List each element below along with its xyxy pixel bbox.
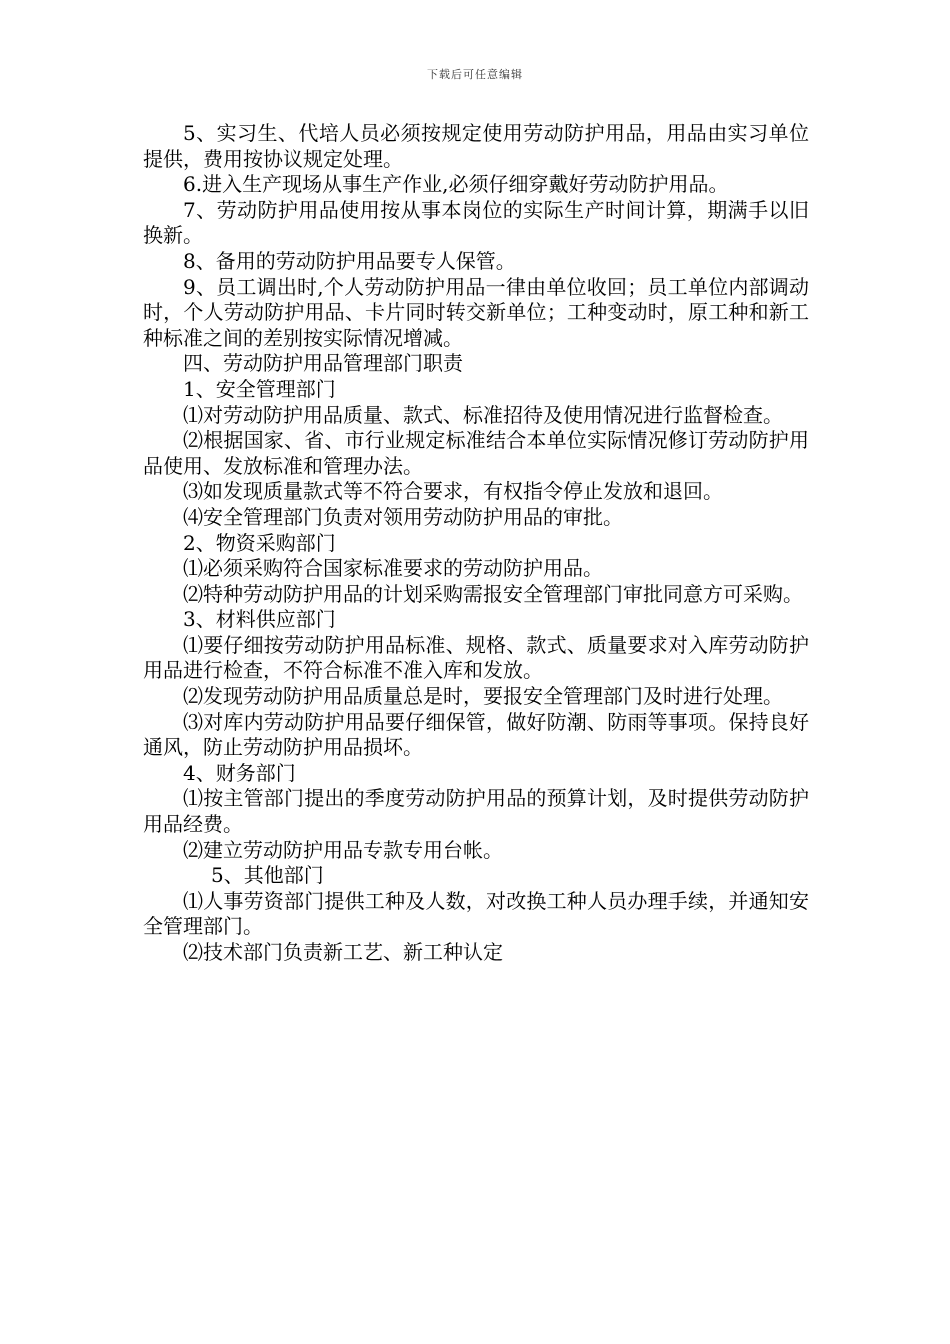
other-item-2: ⑵技术部门负责新工艺、新工种认定 bbox=[183, 940, 503, 964]
safety-dept-item-1: ⑴对劳动防护用品质量、款式、标准招待及使用情况进行监督检查。 bbox=[183, 402, 783, 427]
procurement-item-1: ⑴必须采购符合国家标准要求的劳动防护用品。 bbox=[183, 556, 603, 581]
safety-dept-item-3: ⑶如发现质量款式等不符合要求，有权指令停止发放和退回。 bbox=[183, 479, 723, 504]
subsection-finance-dept: 4、财务部门 bbox=[183, 760, 296, 785]
other-item-1: ⑴人事劳资部门提供工种及人数，对改换工种人员办理手续，并通知安全管理部门。 bbox=[143, 888, 809, 939]
subsection-procurement-dept: 2、物资采购部门 bbox=[183, 530, 336, 555]
subsection-supply-dept: 3、材料供应部门 bbox=[183, 607, 336, 632]
paragraph-item-5: 5、实习生、代培人员必须按规定使用劳动防护用品，用品由实习单位提供，费用按协议规定处理。 bbox=[143, 121, 809, 171]
paragraph-item-6: 6.进入生产现场从事生产作业,必须仔细穿戴好劳动防护用品。 bbox=[183, 172, 729, 197]
paragraph-item-8: 8、备用的劳动防护用品要专人保管。 bbox=[183, 248, 516, 273]
finance-item-2: ⑵建立劳动防护用品专款专用台帐。 bbox=[183, 837, 503, 862]
finance-item-1: ⑴按主管部门提出的季度劳动防护用品的预算计划，及时提供劳动防护用品经费。 bbox=[143, 786, 809, 837]
supply-item-3: ⑶对库内劳动防护用品要仔细保管，做好防潮、防雨等事项。保持良好通风，防止劳动防护用品损坏。 bbox=[143, 709, 809, 760]
paragraph-item-9: 9、员工调出时,个人劳动防护用品一律由单位收回；员工单位内部调动时，个人劳动防护用品、卡片同时转交新单位；工种变动时，原工种和新工种标准之间的差别按实际情况增减。 bbox=[143, 274, 809, 350]
safety-dept-item-2: ⑵根据国家、省、市行业规定标准结合本单位实际情况修订劳动防护用品使用、发放标准和管理办法。 bbox=[143, 428, 809, 478]
supply-item-1: ⑴要仔细按劳动防护用品标准、规格、款式、质量要求对入库劳动防护用品进行检查，不符合标准不准入库和发放。 bbox=[143, 632, 809, 683]
procurement-item-2: ⑵特种劳动防护用品的计划采购需报安全管理部门审批同意方可采购。 bbox=[183, 581, 803, 606]
section-heading-duties: 四、劳动防护用品管理部门职责 bbox=[183, 351, 463, 376]
subsection-safety-dept: 1、安全管理部门 bbox=[183, 376, 336, 401]
safety-dept-item-4: ⑷安全管理部门负责对领用劳动防护用品的审批。 bbox=[183, 504, 623, 529]
page-header-note: 下载后可任意编辑 bbox=[427, 68, 523, 81]
subsection-other-dept: 5、其他部门 bbox=[211, 863, 324, 888]
paragraph-item-7: 7、劳动防护用品使用按从事本岗位的实际生产时间计算，期满手以旧换新。 bbox=[143, 197, 809, 248]
document-body bbox=[143, 121, 809, 966]
supply-item-2: ⑵发现劳动防护用品质量总是时，要报安全管理部门及时进行处理。 bbox=[183, 684, 783, 709]
